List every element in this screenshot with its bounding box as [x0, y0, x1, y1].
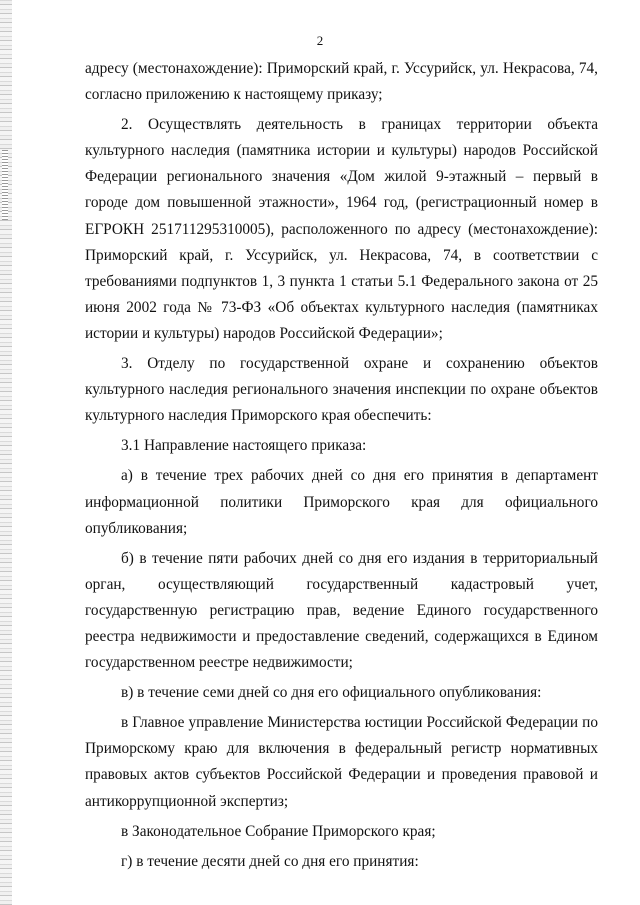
scan-edge-artifact: [0, 0, 12, 905]
scan-barcode-mark: [2, 150, 8, 220]
paragraph-subitem-v: в) в течение семи дней со дня его официального опубликования:: [121, 684, 542, 702]
page-number: 2: [316, 33, 324, 48]
paragraph-ministry-justice: в Главное управление Министерства юстиции Российской Федерации по Приморскому краю для включения в федеральный регистр нормативных правовых актов субъектов Российской Федерации и проведения правовой и антикоррупционной экспертиз;: [85, 714, 598, 810]
paragraph-subitem-g: г) в течение десяти дней со дня его принятия:: [121, 852, 419, 870]
paragraph-item-3: 3. Отделу по государственной охране и сохранению объектов культурного наследия регионального значения инспекции по охране объектов культурного наследия Приморского края обеспечить:: [85, 355, 598, 425]
paragraph-legislative-assembly: в Законодательное Собрание Приморского края;: [121, 822, 436, 840]
paragraph-item-2: 2. Осуществлять деятельность в границах территории объекта культурного наследия (памятника истории и культуры) народов Российской Федерации регионального значения «Дом жилой 9-этажный – первый в городе дом повышенной этажности», 1964 год, (регистрационный номер в ЕГРОКН 251711295310005), расположенного по адресу (местонахождение): Приморский край, г. Уссурийск, ул. Некрасова, 74, в соответствии с требованиями подпунктов 1, 3 пункта 1 статьи 5.1 Федерального закона от 25 июня 2002 года № 73-ФЗ «Об объектах культурного наследия (памятниках истории и культуры) народов Российской Федерации»;: [85, 116, 598, 342]
paragraph-subitem-a: а) в течение трех рабочих дней со дня его принятия в департамент информационной политики Приморского края для официального опубликования;: [85, 467, 598, 537]
paragraph-subitem-b: б) в течение пяти рабочих дней со дня его издания в территориальный орган, осуществляющий государственный кадастровый учет, государственную регистрацию прав, ведение Единого государственного реестра недвижимости и предоставление сведений, содержащихся в Едином государственном реестре недвижимости;: [85, 549, 598, 672]
document-body: [85, 56, 598, 875]
paragraph-item-3-1: 3.1 Направление настоящего приказа:: [121, 437, 367, 455]
paragraph-address-continuation: адресу (местонахождение): Приморский край, г. Уссурийск, ул. Некрасова, 74, согласно приложению к настоящему приказу;: [85, 60, 598, 104]
